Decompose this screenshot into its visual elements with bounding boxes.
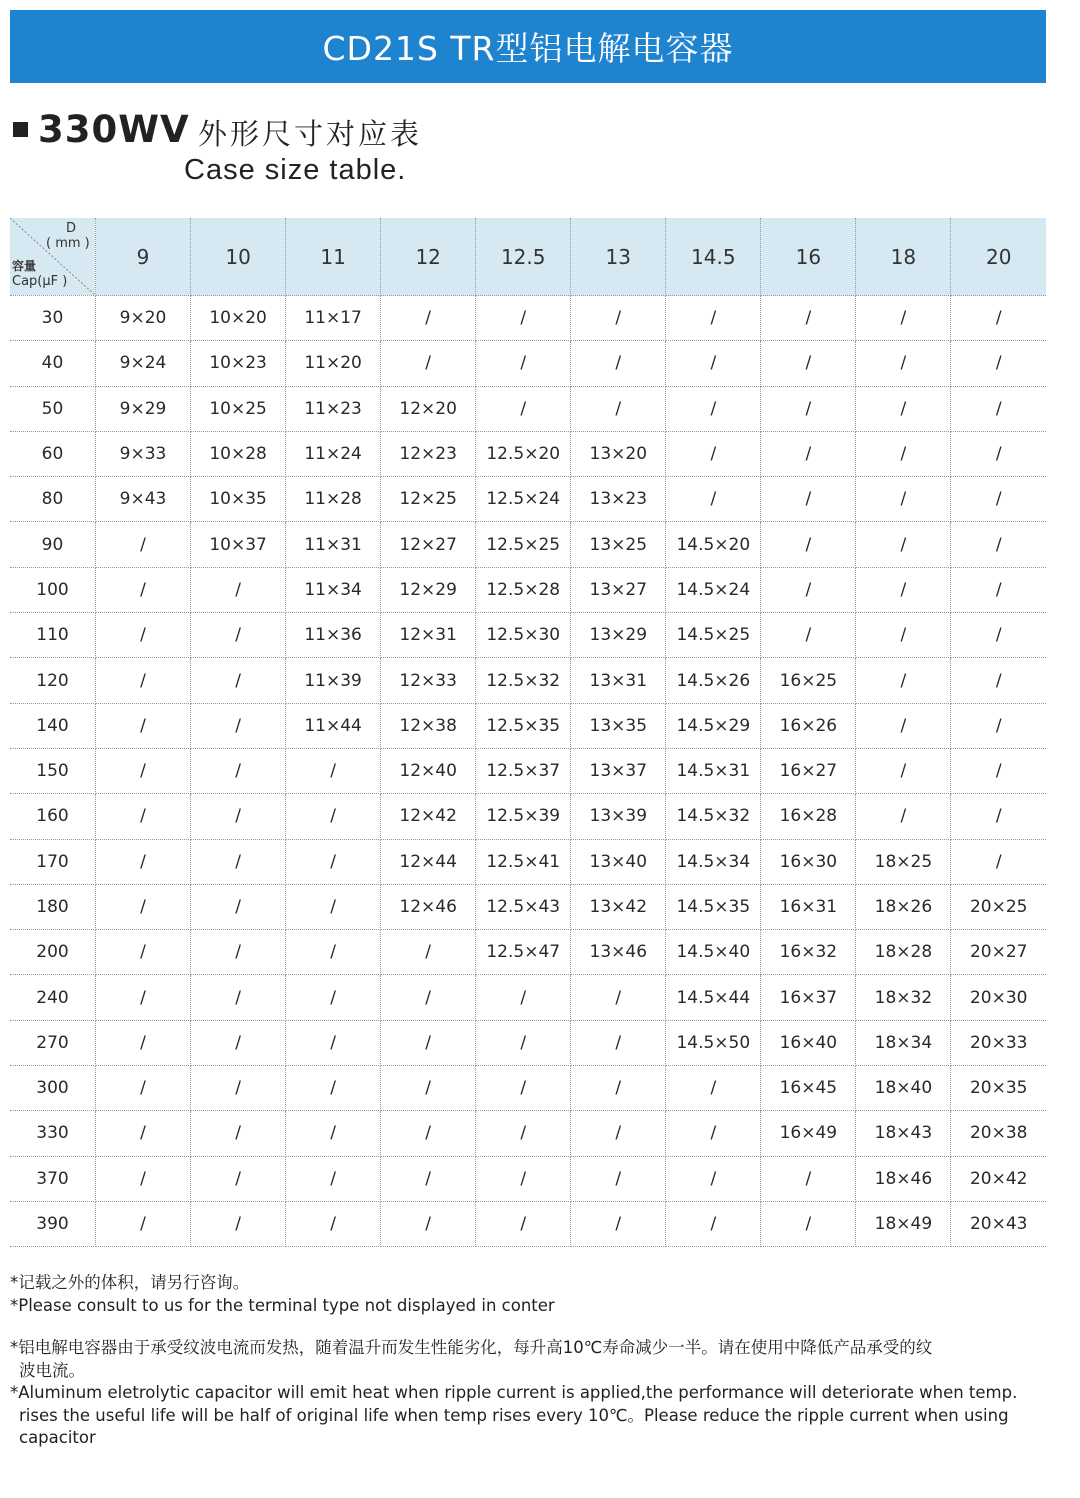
case-size-cell: 10×25 <box>191 386 286 431</box>
case-size-cell: 20×33 <box>951 1020 1046 1065</box>
case-size-cell: / <box>856 477 951 522</box>
case-size-cell: 13×25 <box>571 522 666 567</box>
case-size-cell: 18×25 <box>856 839 951 884</box>
case-size-cell: / <box>286 839 381 884</box>
table-row <box>10 748 1046 793</box>
note-ripple-en-line2: rises the useful life will be half of original life when temp rises every 10℃。Please reduce the ripple current when using <box>19 1405 1009 1425</box>
case-size-cell: 11×17 <box>286 296 381 341</box>
case-size-cell: / <box>951 341 1046 386</box>
table-row <box>10 477 1046 522</box>
note-terminal-zh: *记载之外的体积，请另行咨询。 <box>10 1273 250 1292</box>
case-size-cell: / <box>951 477 1046 522</box>
case-size-cell: 20×30 <box>951 975 1046 1020</box>
case-size-cell: 20×27 <box>951 930 1046 975</box>
case-size-cell: 11×24 <box>286 431 381 476</box>
case-size-cell: / <box>96 1201 191 1246</box>
case-size-cell: / <box>761 431 856 476</box>
case-size-cell: / <box>856 748 951 793</box>
case-size-cell: / <box>191 1201 286 1246</box>
case-size-cell: / <box>381 1201 476 1246</box>
corner-d-label: D <box>66 221 77 236</box>
case-size-cell: 9×20 <box>96 296 191 341</box>
case-size-cell: / <box>856 522 951 567</box>
page-title: CD21S TR型铝电解电容器 <box>322 29 734 68</box>
case-size-cell: 14.5×50 <box>666 1020 761 1065</box>
case-size-cell: 16×26 <box>761 703 856 748</box>
voltage-label: 330WV <box>38 108 190 151</box>
table-row <box>10 794 1046 839</box>
diameter-header: 9 <box>96 218 191 296</box>
case-size-cell: 14.5×29 <box>666 703 761 748</box>
capacitance-cell: 170 <box>10 839 96 884</box>
case-size-cell: / <box>761 522 856 567</box>
case-size-cell: / <box>286 1066 381 1111</box>
case-size-cell: 18×26 <box>856 884 951 929</box>
case-size-cell: 20×25 <box>951 884 1046 929</box>
case-size-cell: 9×29 <box>96 386 191 431</box>
case-size-cell: / <box>191 975 286 1020</box>
case-size-cell: 14.5×20 <box>666 522 761 567</box>
case-size-cell: / <box>856 341 951 386</box>
case-size-cell: 12.5×32 <box>476 658 571 703</box>
case-size-cell: 10×23 <box>191 341 286 386</box>
case-size-cell: 12.5×25 <box>476 522 571 567</box>
table-row <box>10 930 1046 975</box>
case-size-cell: / <box>286 975 381 1020</box>
capacitance-cell: 330 <box>10 1111 96 1156</box>
case-size-cell: 16×30 <box>761 839 856 884</box>
diameter-header: 16 <box>761 218 856 296</box>
square-bullet-icon <box>13 122 28 137</box>
case-size-cell: 12×44 <box>381 839 476 884</box>
capacitance-cell: 140 <box>10 703 96 748</box>
table-body <box>10 296 1046 1247</box>
case-size-cell: / <box>476 1156 571 1201</box>
case-size-cell: 13×20 <box>571 431 666 476</box>
case-size-cell: 18×43 <box>856 1111 951 1156</box>
case-size-cell: 11×39 <box>286 658 381 703</box>
case-size-cell: 9×24 <box>96 341 191 386</box>
case-size-cell: / <box>381 975 476 1020</box>
case-size-cell: / <box>476 296 571 341</box>
case-size-cell: / <box>191 1156 286 1201</box>
case-size-cell: 13×27 <box>571 567 666 612</box>
case-size-cell: / <box>96 613 191 658</box>
case-size-cell: 12.5×43 <box>476 884 571 929</box>
case-size-cell: 11×36 <box>286 613 381 658</box>
case-size-cell: / <box>571 1111 666 1156</box>
case-size-cell: 16×31 <box>761 884 856 929</box>
case-size-cell: / <box>286 1156 381 1201</box>
table-row <box>10 1111 1046 1156</box>
diameter-header: 11 <box>286 218 381 296</box>
table-row <box>10 522 1046 567</box>
case-size-cell: 11×31 <box>286 522 381 567</box>
note-terminal-en: *Please consult to us for the terminal type not displayed in conter <box>10 1295 555 1315</box>
case-size-cell: 14.5×24 <box>666 567 761 612</box>
case-size-cell: 14.5×40 <box>666 930 761 975</box>
diameter-header: 20 <box>951 218 1046 296</box>
case-size-cell: / <box>191 930 286 975</box>
table-row <box>10 1201 1046 1246</box>
case-size-cell: / <box>856 794 951 839</box>
case-size-cell: / <box>951 431 1046 476</box>
case-size-cell: / <box>191 748 286 793</box>
section-title-zh: 外形尺寸对应表 <box>198 117 423 151</box>
case-size-cell: / <box>381 1066 476 1111</box>
case-size-cell: / <box>761 386 856 431</box>
table-row <box>10 839 1046 884</box>
case-size-cell: 13×42 <box>571 884 666 929</box>
case-size-cell: 12×31 <box>381 613 476 658</box>
case-size-cell: 10×37 <box>191 522 286 567</box>
case-size-cell: 16×27 <box>761 748 856 793</box>
case-size-cell: 13×37 <box>571 748 666 793</box>
case-size-table <box>10 218 1046 1247</box>
case-size-cell: / <box>571 1201 666 1246</box>
case-size-cell: / <box>571 1066 666 1111</box>
case-size-cell: / <box>951 613 1046 658</box>
case-size-cell: 12×33 <box>381 658 476 703</box>
note-ripple-zh-line2: 波电流。 <box>19 1360 85 1380</box>
case-size-cell: / <box>951 839 1046 884</box>
case-size-cell: / <box>951 296 1046 341</box>
case-size-cell: / <box>856 296 951 341</box>
table-row <box>10 431 1046 476</box>
table-corner-cell <box>10 218 96 296</box>
corner-cap-zh-label: 容量 <box>12 259 37 273</box>
case-size-cell: 10×20 <box>191 296 286 341</box>
case-size-cell: 11×44 <box>286 703 381 748</box>
case-size-cell: / <box>856 386 951 431</box>
case-size-cell: / <box>951 386 1046 431</box>
case-size-cell: 16×32 <box>761 930 856 975</box>
case-size-cell: / <box>96 703 191 748</box>
case-size-cell: 10×28 <box>191 431 286 476</box>
case-size-cell: 12×23 <box>381 431 476 476</box>
case-size-cell: / <box>476 341 571 386</box>
case-size-cell: / <box>191 1020 286 1065</box>
case-size-cell: / <box>96 1156 191 1201</box>
capacitance-cell: 180 <box>10 884 96 929</box>
case-size-cell: 11×20 <box>286 341 381 386</box>
diameter-header: 12 <box>381 218 476 296</box>
case-size-cell: / <box>96 567 191 612</box>
case-size-cell: 9×33 <box>96 431 191 476</box>
case-size-cell: / <box>191 794 286 839</box>
case-size-cell: 20×42 <box>951 1156 1046 1201</box>
case-size-cell: 14.5×31 <box>666 748 761 793</box>
case-size-cell: / <box>191 567 286 612</box>
case-size-cell: 20×38 <box>951 1111 1046 1156</box>
case-size-cell: / <box>666 1066 761 1111</box>
case-size-cell: 13×35 <box>571 703 666 748</box>
case-size-cell: 13×31 <box>571 658 666 703</box>
case-size-cell: 18×49 <box>856 1201 951 1246</box>
case-size-cell: 16×49 <box>761 1111 856 1156</box>
case-size-cell: 14.5×44 <box>666 975 761 1020</box>
case-size-cell: / <box>191 658 286 703</box>
case-size-cell: 16×25 <box>761 658 856 703</box>
case-size-cell: / <box>856 703 951 748</box>
capacitance-cell: 200 <box>10 930 96 975</box>
capacitance-cell: 100 <box>10 567 96 612</box>
case-size-cell: / <box>286 884 381 929</box>
case-size-cell: 18×40 <box>856 1066 951 1111</box>
case-size-cell: / <box>761 296 856 341</box>
table-row <box>10 296 1046 341</box>
case-size-cell: / <box>666 341 761 386</box>
table-row <box>10 567 1046 612</box>
case-size-cell: 14.5×35 <box>666 884 761 929</box>
case-size-cell: 12×25 <box>381 477 476 522</box>
case-size-cell: 18×28 <box>856 930 951 975</box>
note-ripple-en-line1: *Aluminum eletrolytic capacitor will emit heat when ripple current is applied,the performance will deteriorate when temp. <box>10 1383 1018 1402</box>
case-size-cell: 16×37 <box>761 975 856 1020</box>
case-size-cell: 13×39 <box>571 794 666 839</box>
capacitance-cell: 370 <box>10 1156 96 1201</box>
case-size-cell: 12.5×47 <box>476 930 571 975</box>
table-row <box>10 1020 1046 1065</box>
table-row <box>10 975 1046 1020</box>
note-ripple-en-line3: capacitor <box>19 1428 96 1447</box>
case-size-cell: / <box>856 658 951 703</box>
case-size-cell: / <box>381 930 476 975</box>
case-size-cell: / <box>571 1020 666 1065</box>
notes-section <box>10 1272 1060 1450</box>
case-size-cell: 13×46 <box>571 930 666 975</box>
capacitance-cell: 240 <box>10 975 96 1020</box>
case-size-cell: / <box>96 839 191 884</box>
case-size-cell: / <box>761 567 856 612</box>
case-size-cell: / <box>761 613 856 658</box>
section-title-en: Case size table. <box>184 154 407 186</box>
table-row <box>10 1156 1046 1201</box>
case-size-cell: / <box>286 1201 381 1246</box>
case-size-cell: / <box>571 1156 666 1201</box>
case-size-cell: / <box>96 1066 191 1111</box>
case-size-cell: / <box>191 1111 286 1156</box>
case-size-cell: / <box>286 1111 381 1156</box>
capacitance-cell: 270 <box>10 1020 96 1065</box>
case-size-cell: / <box>951 658 1046 703</box>
case-size-cell: / <box>96 522 191 567</box>
table-header-row <box>10 218 1046 296</box>
case-size-cell: 10×35 <box>191 477 286 522</box>
case-size-cell: / <box>951 794 1046 839</box>
case-size-cell: / <box>286 930 381 975</box>
case-size-cell: 12×29 <box>381 567 476 612</box>
case-size-cell: 13×29 <box>571 613 666 658</box>
case-size-cell: / <box>476 386 571 431</box>
table-row <box>10 658 1046 703</box>
case-size-cell: 20×43 <box>951 1201 1046 1246</box>
case-size-cell: / <box>286 794 381 839</box>
case-size-cell: / <box>666 1201 761 1246</box>
case-size-cell: 14.5×32 <box>666 794 761 839</box>
case-size-cell: 14.5×26 <box>666 658 761 703</box>
case-size-cell: / <box>381 1111 476 1156</box>
case-size-cell: / <box>96 748 191 793</box>
case-size-cell: / <box>856 431 951 476</box>
case-size-cell: 14.5×25 <box>666 613 761 658</box>
case-size-cell: / <box>96 658 191 703</box>
capacitance-cell: 150 <box>10 748 96 793</box>
case-size-cell: / <box>381 1020 476 1065</box>
case-size-cell: 18×34 <box>856 1020 951 1065</box>
case-size-cell: / <box>191 839 286 884</box>
case-size-cell: / <box>191 613 286 658</box>
case-size-cell: 16×45 <box>761 1066 856 1111</box>
case-size-cell: 12.5×28 <box>476 567 571 612</box>
table-row <box>10 884 1046 929</box>
case-size-cell: / <box>856 613 951 658</box>
case-size-cell: / <box>191 703 286 748</box>
case-size-cell: / <box>666 477 761 522</box>
case-size-cell: / <box>761 341 856 386</box>
case-size-cell: 13×40 <box>571 839 666 884</box>
case-size-cell: 12.5×37 <box>476 748 571 793</box>
case-size-cell: / <box>951 522 1046 567</box>
case-size-cell: 18×32 <box>856 975 951 1020</box>
capacitance-cell: 120 <box>10 658 96 703</box>
case-size-cell: / <box>951 748 1046 793</box>
case-size-cell: 12.5×24 <box>476 477 571 522</box>
case-size-cell: 12×40 <box>381 748 476 793</box>
case-size-cell: / <box>476 975 571 1020</box>
capacitance-cell: 110 <box>10 613 96 658</box>
case-size-cell: 11×23 <box>286 386 381 431</box>
case-size-cell: / <box>96 975 191 1020</box>
case-size-cell: / <box>381 341 476 386</box>
case-size-cell: / <box>571 341 666 386</box>
case-size-cell: 13×23 <box>571 477 666 522</box>
case-size-cell: 12×20 <box>381 386 476 431</box>
case-size-cell: 9×43 <box>96 477 191 522</box>
case-size-cell: / <box>666 296 761 341</box>
case-size-cell: / <box>286 748 381 793</box>
capacitance-cell: 160 <box>10 794 96 839</box>
case-size-cell: 12.5×35 <box>476 703 571 748</box>
case-size-cell: / <box>96 1111 191 1156</box>
case-size-cell: 12×46 <box>381 884 476 929</box>
case-size-cell: 12.5×39 <box>476 794 571 839</box>
table-row <box>10 341 1046 386</box>
case-size-cell: 12.5×41 <box>476 839 571 884</box>
case-size-cell: / <box>96 794 191 839</box>
section-header <box>10 108 710 198</box>
table-row <box>10 703 1046 748</box>
case-size-cell: / <box>951 567 1046 612</box>
case-size-cell: / <box>286 1020 381 1065</box>
case-size-cell: / <box>191 1066 286 1111</box>
capacitance-cell: 30 <box>10 296 96 341</box>
case-size-cell: 11×34 <box>286 567 381 612</box>
case-size-cell: / <box>761 1201 856 1246</box>
diameter-header: 10 <box>191 218 286 296</box>
case-size-cell: 14.5×34 <box>666 839 761 884</box>
capacitance-cell: 90 <box>10 522 96 567</box>
case-size-cell: 12.5×20 <box>476 431 571 476</box>
case-size-cell: / <box>951 703 1046 748</box>
case-size-cell: / <box>666 386 761 431</box>
title-banner <box>10 10 1046 83</box>
case-size-cell: 12×38 <box>381 703 476 748</box>
case-size-cell: 20×35 <box>951 1066 1046 1111</box>
case-size-cell: / <box>476 1066 571 1111</box>
diameter-header: 13 <box>571 218 666 296</box>
case-size-cell: / <box>666 431 761 476</box>
case-size-cell: / <box>666 1111 761 1156</box>
case-size-cell: 12.5×30 <box>476 613 571 658</box>
diameter-header: 14.5 <box>666 218 761 296</box>
case-size-cell: 16×40 <box>761 1020 856 1065</box>
corner-cap-en-label: Cap(μF ) <box>12 274 68 289</box>
case-size-cell: / <box>381 1156 476 1201</box>
case-size-cell: 11×28 <box>286 477 381 522</box>
case-size-cell: / <box>476 1201 571 1246</box>
case-size-cell: / <box>856 567 951 612</box>
table-row <box>10 613 1046 658</box>
case-size-cell: / <box>571 386 666 431</box>
table-row <box>10 386 1046 431</box>
capacitance-cell: 60 <box>10 431 96 476</box>
case-size-cell: / <box>476 1111 571 1156</box>
case-size-cell: / <box>381 296 476 341</box>
case-size-cell: 12×42 <box>381 794 476 839</box>
case-size-cell: 16×28 <box>761 794 856 839</box>
case-size-cell: / <box>476 1020 571 1065</box>
capacitance-cell: 50 <box>10 386 96 431</box>
note-ripple-zh-line1: *铝电解电容器由于承受纹波电流而发热，随着温升而发生性能劣化，每升高10℃寿命减少一半。请在使用中降低产品承受的纹 <box>10 1338 933 1357</box>
case-size-cell: / <box>191 884 286 929</box>
capacitance-cell: 300 <box>10 1066 96 1111</box>
case-size-cell: / <box>761 477 856 522</box>
diameter-header: 18 <box>856 218 951 296</box>
capacitance-cell: 390 <box>10 1201 96 1246</box>
capacitance-cell: 40 <box>10 341 96 386</box>
case-size-cell: / <box>666 1156 761 1201</box>
case-size-cell: / <box>96 884 191 929</box>
case-size-cell: / <box>571 296 666 341</box>
diameter-header: 12.5 <box>476 218 571 296</box>
case-size-cell: 18×46 <box>856 1156 951 1201</box>
table-row <box>10 1066 1046 1111</box>
case-size-cell: / <box>96 1020 191 1065</box>
case-size-cell: 12×27 <box>381 522 476 567</box>
case-size-cell: / <box>761 1156 856 1201</box>
case-size-cell: / <box>96 930 191 975</box>
capacitance-cell: 80 <box>10 477 96 522</box>
case-size-cell: / <box>571 975 666 1020</box>
corner-unit-label: ( mm ) <box>46 236 90 251</box>
